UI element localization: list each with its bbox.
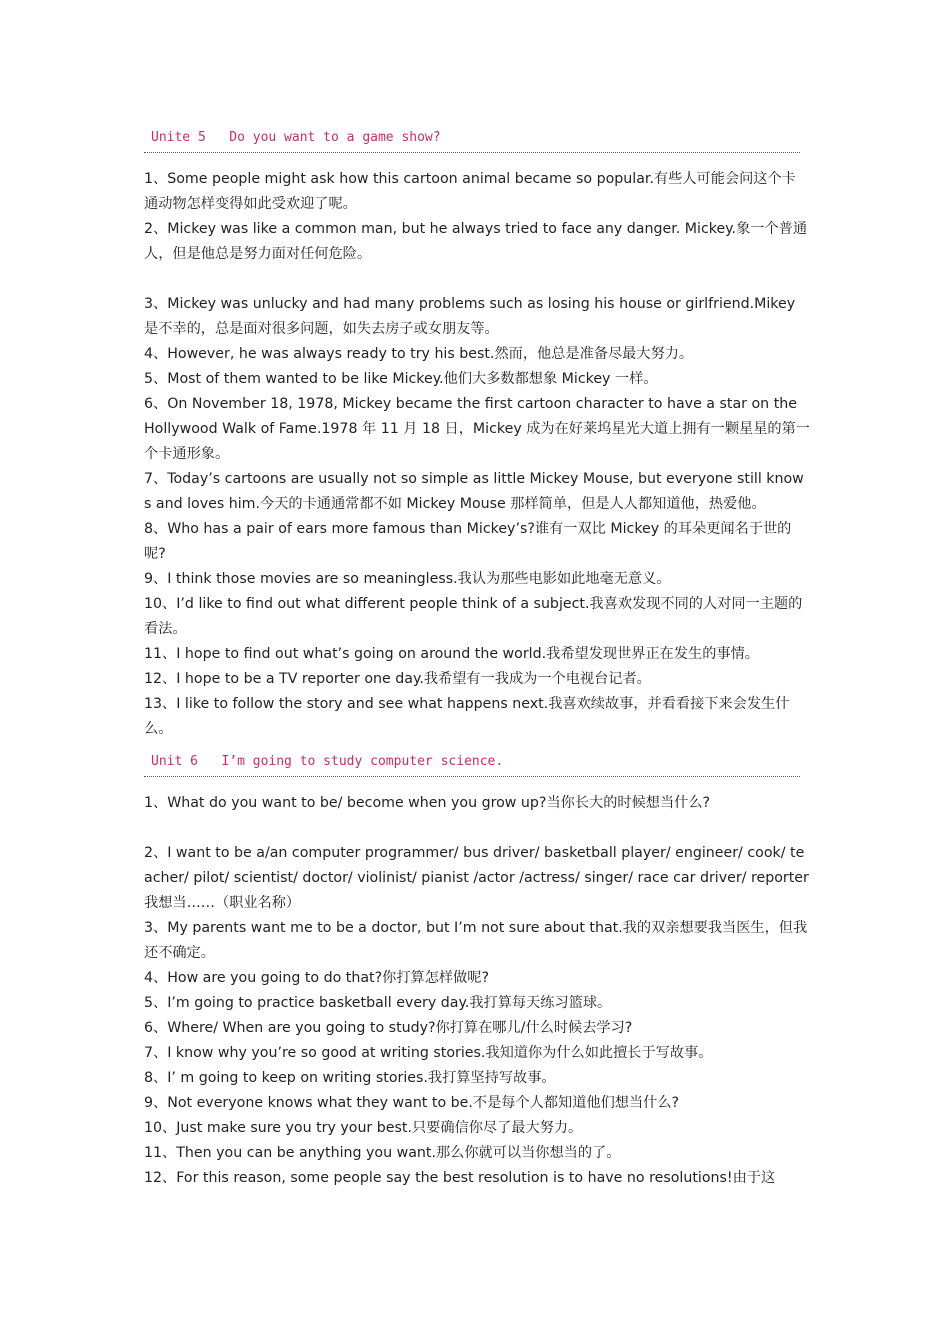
list-item: 4、However, he was always ready to try his best.然而，他总是准备尽最大努力。 [144,346,694,362]
list-item: 5、I’m going to practice basketball every day.我打算每天练习篮球。 [144,995,612,1011]
list-item: 1、What do you want to be/ become when you grow up?当你长大的时候想当什么? [144,795,711,811]
list-item: 12、For this reason, some people say the best resolution is to have no resolutions!由于这 [144,1170,776,1186]
list-item: 3、Mickey was unlucky and had many problems such as losing his house or girlfriend.Mikey 是不幸的，总是面对很多问题，如失去房子或女朋友等。 [144,296,796,337]
blank-line [144,816,810,841]
list-item: 9、Not everyone knows what they want to be.不是每个人都知道他们想当什么? [144,1095,680,1111]
blank-line [144,267,810,292]
heading-divider [144,776,800,777]
list-item: 4、How are you going to do that?你打算怎样做呢? [144,970,489,986]
list-item: 10、Just make sure you try your best.只要确信你尽了最大努力。 [144,1120,583,1136]
list-item: 11、Then you can be anything you want.那么你就可以当你想当的了。 [144,1145,621,1161]
list-item: 12、I hope to be a TV reporter one day.我希望有一我成为一个电视台记者。 [144,671,651,687]
heading-divider [144,152,800,153]
unit-5-heading: Unite 5 Do you want to a game show? [151,130,441,145]
list-item: 7、Today’s cartoons are usually not so simple as little Mickey Mouse, but everyone still knows and loves him.今天的卡通通常都不如 Mickey Mouse 那样简单，但是人人都知道他，热爱他。 [144,471,804,512]
list-item: 6、On November 18, 1978, Mickey became the first cartoon character to have a star on the Hollywood Walk of Fame.1978 年 11 月 18 日，Mickey 成为在好莱坞星光大道上拥有一颗星星的第一个卡通形象。 [144,396,810,462]
list-item: 10、I’d like to find out what different people think of a subject.我喜欢发现不同的人对同一主题的看法。 [144,596,803,637]
list-item: 6、Where/ When are you going to study?你打算在哪儿/什么时候去学习? [144,1020,633,1036]
list-item: 11、I hope to find out what’s going on around the world.我希望发现世界正在发生的事情。 [144,646,759,662]
list-item: 5、Most of them wanted to be like Mickey.他们大多数都想象 Mickey 一样。 [144,371,658,387]
list-item: 1、Some people might ask how this cartoon animal became so popular.有些人可能会问这个卡通动物怎样变得如此受欢迎了呢。 [144,171,796,212]
list-item: 2、I want to be a/an computer programmer/ bus driver/ basketball player/ engineer/ cook/ teacher/ pilot/ scientist/ doctor/ violinist/ pianist /actor /actress/ singer/ race car driver/ reporter 我想当……（职业名称） [144,845,809,911]
document-content [144,124,810,1191]
list-item: 2、Mickey was like a common man, but he always tried to face any danger. Mickey.象一个普通人，但是他总是努力面对任何危险。 [144,221,808,262]
list-item: 9、I think those movies are so meaningless.我认为那些电影如此地毫无意义。 [144,571,671,587]
list-item: 7、I know why you’re so good at writing stories.我知道你为什么如此擅长于写故事。 [144,1045,713,1061]
list-item: 3、My parents want me to be a doctor, but I’m not sure about that.我的双亲想要我当医生，但我还不确定。 [144,920,808,961]
list-item: 8、Who has a pair of ears more famous than Mickey’s?谁有一双比 Mickey 的耳朵更闻名于世的呢? [144,521,792,562]
list-item: 13、I like to follow the story and see what happens next.我喜欢续故事，并看看接下来会发生什么。 [144,696,790,737]
list-item: 8、I’ m going to keep on writing stories.我打算坚持写故事。 [144,1070,556,1086]
unit-6-heading: Unit 6 I’m going to study computer science. [151,754,504,769]
